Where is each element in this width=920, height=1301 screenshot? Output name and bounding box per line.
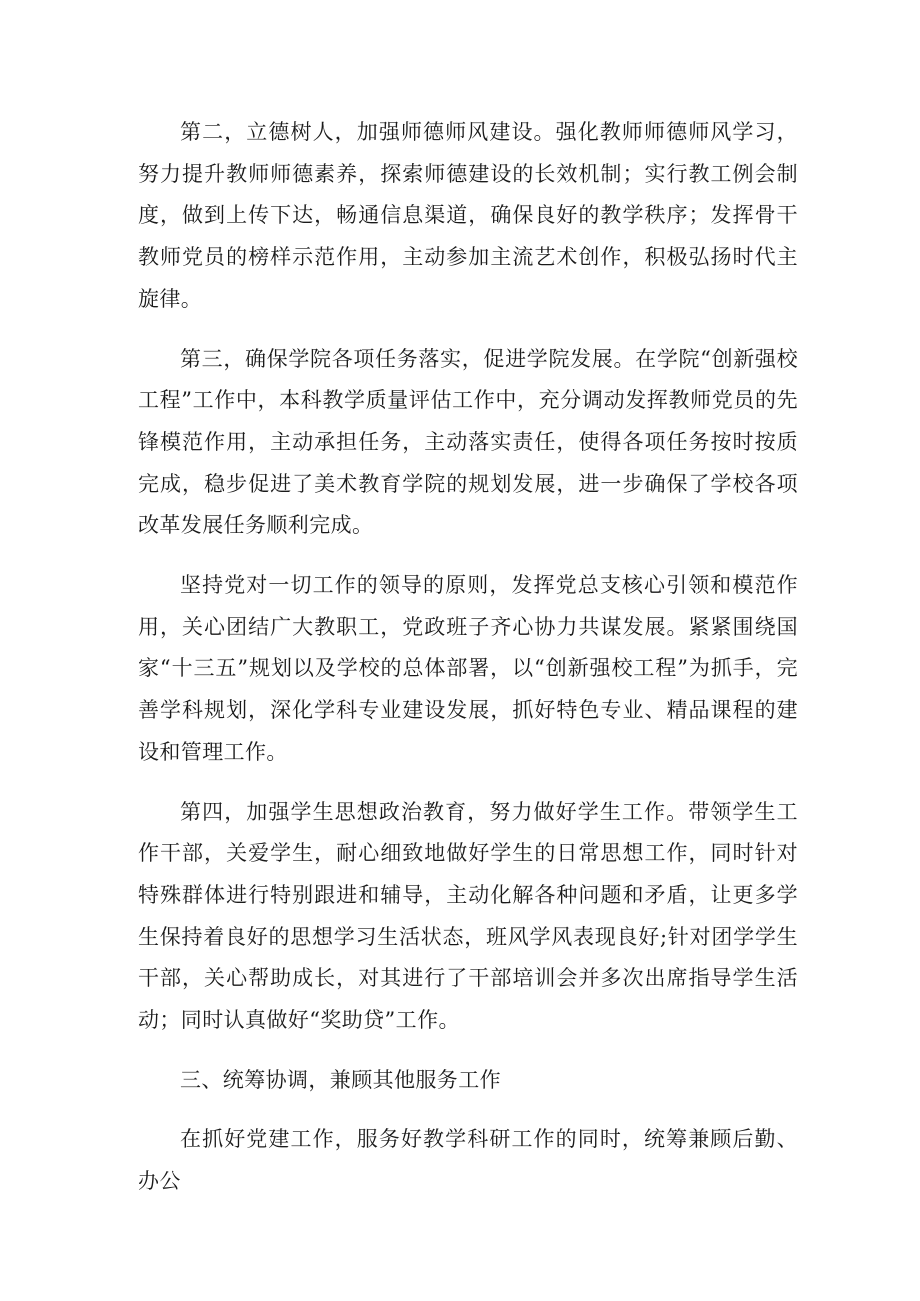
- section-heading-coordination: 三、统筹协调，兼顾其他服务工作: [180, 1067, 501, 1092]
- paragraph-college-tasks: 第三，确保学院各项任务落实，促进学院发展。在学院“创新强校工程”工作中，本科教学质量评估工作中，充分调动发挥教师党员的先锋模范作用，主动承担任务，主动落实责任，使得各项任务按时按质完成，稳步促进了美术教育学院的规划发展，进一步确保了学校各项改革发展任务顺利完成。: [138, 346, 798, 538]
- document-page: [138, 112, 798, 1203]
- paragraph-party-leadership: 坚持党对一切工作的领导的原则，发挥党总支核心引领和模范作用，关心团结广大教职工，党政班子齐心协力共谋发展。紧紧围绕国家“十三五”规划以及学校的总体部署，以“创新强校工程”为抓手，完善学科规划，深化学科专业建设发展，抓好特色专业、精品课程的建设和管理工作。: [138, 573, 798, 764]
- paragraph-teacher-ethics: 第二，立德树人，加强师德师风建设。强化教师师德师风学习，努力提升教师师德素养，探索师德建设的长效机制；实行教工例会制度，做到上传下达，畅通信息渠道，确保良好的教学秩序；发挥骨干教师党员的榜样示范作用，主动参加主流艺术创作，积极弘扬时代主旋律。: [138, 120, 798, 311]
- paragraph-service-work: 在抓好党建工作，服务好教学科研工作的同时，统筹兼顾后勤、办公: [138, 1127, 798, 1194]
- paragraph-student-work: 第四，加强学生思想政治教育，努力做好学生工作。带领学生工作干部，关爱学生，耐心细致地做好学生的日常思想工作，同时针对特殊群体进行特别跟进和辅导，主动化解各种问题和矛盾，让更多学生保持着良好的思想学习生活状态，班风学风表现良好;针对团学学生干部，关心帮助成长，对其进行了干部培训会并多次出席指导学生活动；同时认真做好“奖助贷”工作。: [138, 799, 798, 1033]
